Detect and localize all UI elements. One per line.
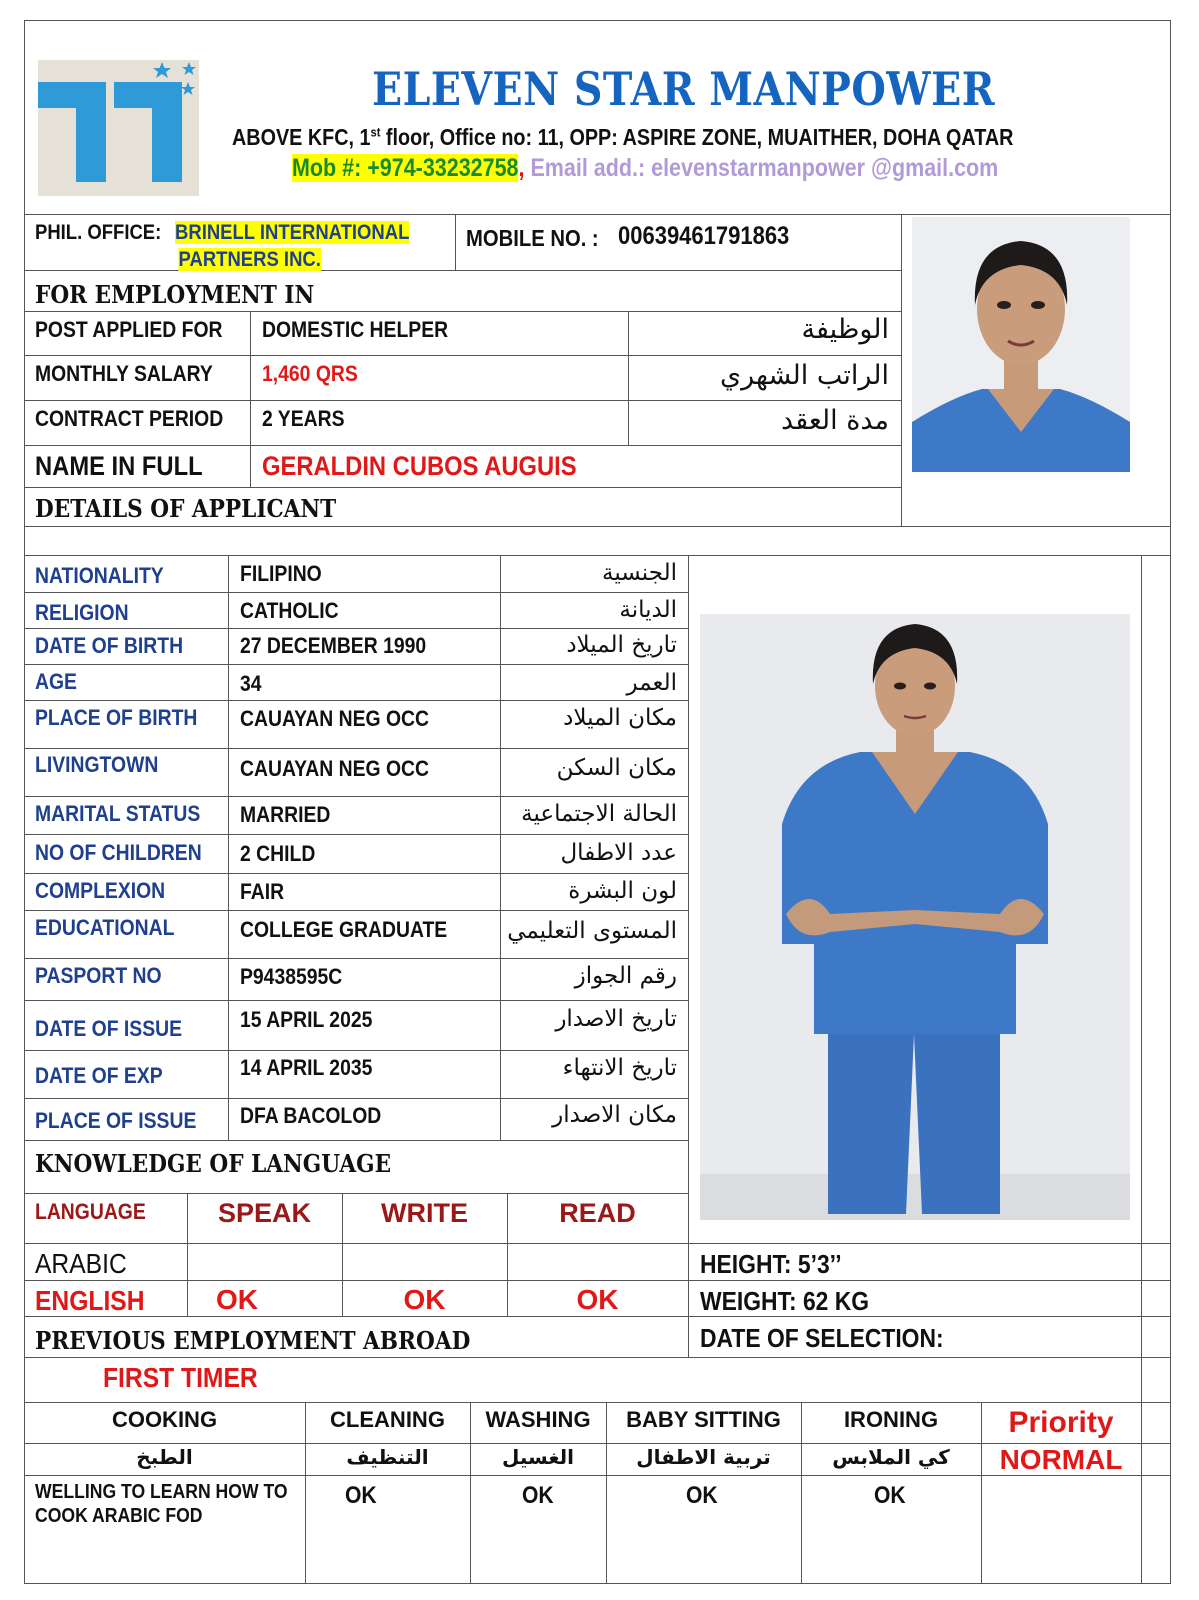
issue-date-arabic: تاريخ الاصدار [555,1006,677,1032]
education-arabic: المستوى التعليمي [507,918,677,944]
employment-section-title: FOR EMPLOYMENT IN [35,280,315,309]
skill-babysitting-arabic: تربية الاطفال [636,1445,771,1469]
company-logo [38,60,199,196]
complexion-arabic: لون البشرة [568,878,677,904]
write-header: WRITE [381,1198,468,1228]
nationality-value: FILIPINO [240,561,322,586]
salary-value: 1,460 QRS [262,361,358,386]
children-arabic: عدد الاطفال [560,840,677,866]
salary-label: MONTHLY SALARY [35,361,213,386]
previous-employment-title: PREVIOUS EMPLOYMENT ABROAD [35,1326,471,1355]
education-value: COLLEGE GRADUATE [240,917,448,942]
company-address: ABOVE KFC, 1st floor, Office no: 11, OPP: ASPIRE ZONE, MUAITHER, DOHA QATAR [232,124,1014,150]
applicant-full-body-photo [700,614,1130,1220]
education-label: EDUCATIONAL [35,915,175,940]
phil-office-name: BRINELL INTERNATIONAL PARTNERS INC. [175,221,410,271]
speak-header: SPEAK [217,1198,312,1228]
nationality-arabic: الجنسية [602,560,677,586]
contract-label: CONTRACT PERIOD [35,406,224,431]
age-label: AGE [35,669,77,694]
logo-eleven-icon [38,60,199,196]
post-arabic: الوظيفة [801,314,889,345]
mobile-no-value: 00639461791863 [618,222,790,250]
previous-employment-value: FIRST TIMER [103,1362,258,1393]
pob-arabic: مكان الميلاد [563,705,677,731]
marital-arabic: الحالة الاجتماعية [521,801,677,827]
religion-value: CATHOLIC [240,598,339,623]
issue-date-label: DATE OF ISSUE [35,1016,183,1041]
english-speak: OK [216,1284,258,1315]
age-value: 34 [240,671,262,696]
religion-arabic: الديانة [619,597,677,623]
date-of-selection-label: DATE OF SELECTION: [700,1323,944,1353]
pob-label: PLACE OF BIRTH [35,705,198,730]
skill-washing-value: OK [522,1482,554,1509]
issue-place-arabic: مكان الاصدار [552,1102,677,1128]
post-value: DOMESTIC HELPER [262,317,449,342]
issue-place-value: DFA BACOLOD [240,1103,382,1128]
company-contact: Mob #: +974-33232758, Email add.: elevenstarmanpower @gmail.com [292,154,999,182]
livingtown-value: CAUAYAN NEG OCC [240,756,429,781]
skill-washing-arabic: الغسيل [501,1445,575,1469]
company-email: Email add.: elevenstarmanpower @gmail.com [524,154,999,182]
phil-office-label: PHIL. OFFICE: [35,221,162,244]
skill-babysitting-value: OK [686,1482,718,1509]
read-header: READ [559,1198,636,1228]
skill-cleaning-value: OK [345,1482,377,1509]
priority-label: Priority [1008,1406,1114,1439]
mobile-no-label: MOBILE NO. : [466,225,599,251]
salary-arabic: الراتب الشهري [719,360,889,391]
skill-washing-header: WASHING [485,1407,591,1432]
passport-arabic: رقم الجواز [574,963,677,989]
issue-place-label: PLACE OF ISSUE [35,1108,197,1133]
contract-arabic: مدة العقد [781,405,889,436]
height-value: HEIGHT: 5’3’’ [700,1249,842,1279]
company-name: ELEVEN STAR MANPOWER [372,62,996,116]
arabic-language: ARABIC [35,1248,127,1279]
exp-date-value: 14 APRIL 2035 [240,1055,373,1080]
passport-value: P9438595C [240,964,343,989]
skill-ironing-value: OK [874,1482,906,1509]
exp-date-label: DATE OF EXP [35,1063,163,1088]
language-section-title: KNOWLEDGE OF LANGUAGE [35,1149,392,1178]
marital-value: MARRIED [240,802,331,827]
skill-babysitting-header: BABY SITTING [626,1407,781,1432]
dob-value: 27 DECEMBER 1990 [240,633,427,658]
nationality-label: NATIONALITY [35,563,164,588]
dob-label: DATE OF BIRTH [35,633,184,658]
livingtown-label: LIVINGTOWN [35,752,159,777]
english-language: ENGLISH [35,1285,145,1316]
skill-cooking-value: WELLING TO LEARN HOW TO COOK ARABIC FOD [35,1481,288,1527]
skill-cooking-arabic: الطبخ [136,1445,193,1469]
complexion-value: FAIR [240,879,285,904]
priority-value: NORMAL [999,1444,1123,1475]
contract-value: 2 YEARS [262,406,345,431]
exp-date-arabic: تاريخ الانتهاء [562,1055,677,1081]
passport-label: PASPORT NO [35,963,162,988]
issue-date-value: 15 APRIL 2025 [240,1007,373,1032]
pob-value: CAUAYAN NEG OCC [240,706,429,731]
dob-arabic: تاريخ الميلاد [566,632,677,658]
complexion-label: COMPLEXION [35,878,166,903]
name-label: NAME IN FULL [35,451,203,481]
skill-cleaning-header: CLEANING [330,1407,445,1432]
skill-cooking-header: COOKING [111,1407,218,1432]
age-arabic: العمر [626,670,677,696]
children-label: NO OF CHILDREN [35,840,202,865]
english-read: OK [576,1284,619,1315]
company-mobile: Mob #: +974-33232758 [292,154,519,182]
english-write: OK [403,1284,446,1315]
livingtown-arabic: مكان السكن [556,755,677,781]
language-header: LANGUAGE [35,1199,146,1224]
children-value: 2 CHILD [240,841,316,866]
marital-label: MARITAL STATUS [35,801,201,826]
skill-ironing-header: IRONING [843,1407,939,1432]
applicant-face-photo [912,217,1130,472]
name-value: GERALDIN CUBOS AUGUIS [262,451,577,481]
weight-value: WEIGHT: 62 KG [700,1286,870,1316]
skill-ironing-arabic: كي الملابس [832,1445,950,1469]
skill-cleaning-arabic: التنظيف [346,1445,429,1469]
post-label: POST APPLIED FOR [35,317,223,342]
details-section-title: DETAILS OF APPLICANT [35,494,337,523]
religion-label: RELIGION [35,600,129,625]
